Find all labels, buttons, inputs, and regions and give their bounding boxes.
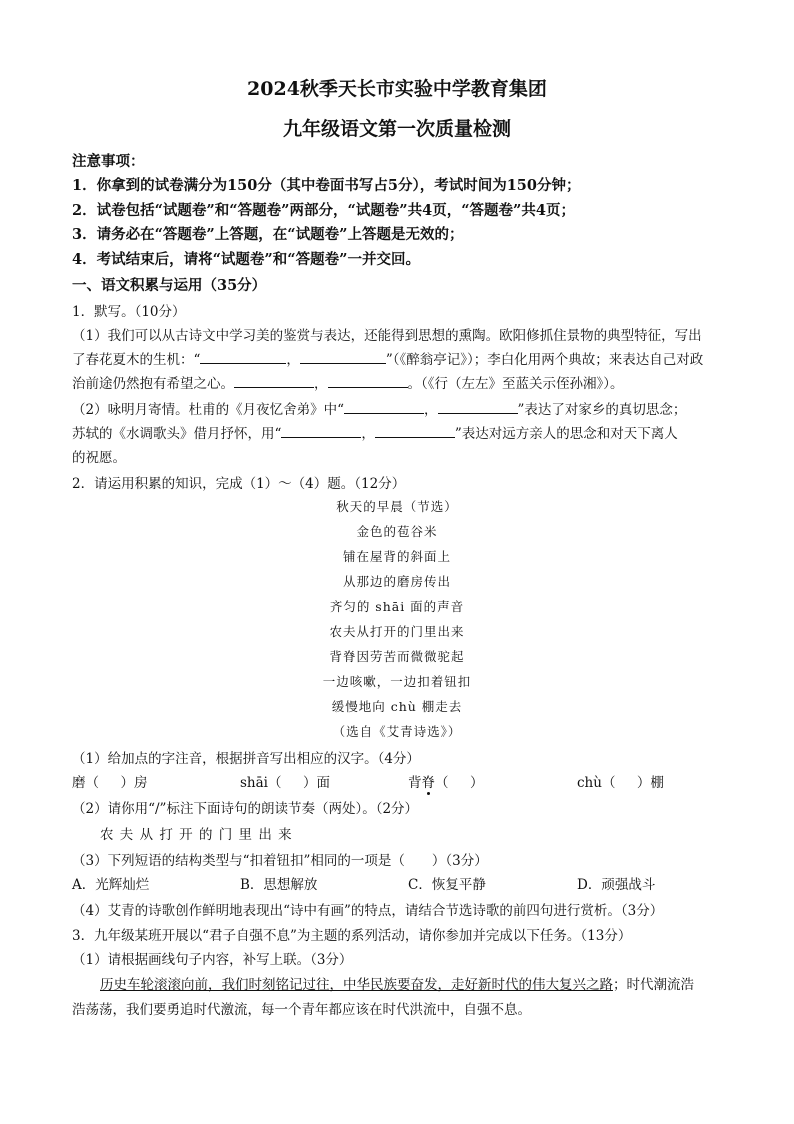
passage-line: 浩荡荡，我们要勇追时代激流，每一个青年都应该在时代洪流中，自强不息。 xyxy=(72,1002,531,1018)
question-title: 3．九年级某班开展以“君子自强不息”为主题的系列活动，请你参加并完成以下任务。（13分） xyxy=(72,928,632,944)
underlined-sentence: 历史车轮滚滚向前，我们时刻铭记过往，中华民族要奋发，走好新时代的伟大复兴之路 xyxy=(100,977,613,993)
poem-line: 背脊因劳苦而微微驼起 xyxy=(329,649,465,664)
subquestion: （4）艾青的诗歌创作鲜明地表现出“诗中有画”的特点，请结合节选诗歌的前四句进行赏析。（3分） xyxy=(72,903,664,919)
notice-item: 3．请务必在“答题卷”上答题，在“试题卷”上答题是无效的； xyxy=(72,226,464,243)
option-b[interactable]: B．思想解放 xyxy=(240,877,318,893)
question-text: （2）咏明月寄情。杜甫的《月夜忆舍弟》中“ ， ”表达了对家乡的真切思念； xyxy=(72,402,687,418)
answer-blank[interactable] xyxy=(375,425,455,438)
answer-blank[interactable] xyxy=(300,351,386,364)
question-title: 1．默写。（10分） xyxy=(72,304,186,320)
answer-slot[interactable]: chù（ ）棚 xyxy=(577,775,664,791)
subquestion: （1）给加点的字注音，根据拼音写出相应的汉字。（4分） xyxy=(72,751,420,767)
notice-heading: 注意事项： xyxy=(72,153,145,170)
exam-subtitle: 九年级语文第一次质量检测 xyxy=(282,118,511,140)
answer-slot[interactable]: 背脊（ ） xyxy=(408,775,484,791)
option-a[interactable]: A．光辉灿烂 xyxy=(72,877,150,893)
passage-line: 历史车轮滚滚向前，我们时刻铭记过往，中华民族要奋发，走好新时代的伟大复兴之路；时代潮流浩 xyxy=(100,977,694,993)
section-heading: 一、语文积累与运用（35分） xyxy=(72,277,267,294)
poem-line: 金色的苞谷米 xyxy=(356,524,438,539)
subquestion: （2）请你用“/”标注下面诗句的朗读节奏（两处）。（2分） xyxy=(72,801,419,817)
poem-line: 农夫从打开的门里出来 xyxy=(329,624,465,639)
poem-line: 缓慢地向 chù 棚走去 xyxy=(331,699,463,714)
notice-item: 4．考试结束后，请将“试题卷”和“答题卷”一并交回。 xyxy=(72,251,420,268)
poem-title: 秋天的早晨（节选） xyxy=(336,499,458,514)
question-text: 的祝愿。 xyxy=(72,450,126,466)
question-text: （1）我们可以从古诗文中学习美的鉴赏与表达，还能得到思想的熏陶。欧阳修抓住景物的典型特征，写出 xyxy=(72,328,702,344)
question-text: 治前途仍然抱有希望之心。 ， 。（《行（左左》至蓝关示侄孙湘》）。 xyxy=(72,376,624,392)
poem-source: （选自《艾青诗选》） xyxy=(332,724,462,739)
exam-title: 2024秋季天长市实验中学教育集团 xyxy=(247,78,547,100)
notice-item: 1．你拿到的试卷满分为150分（其中卷面书写占5分），考试时间为150分钟； xyxy=(72,177,581,194)
rhythm-line[interactable]: 农 夫 从 打 开 的 门 里 出 来 xyxy=(100,827,293,843)
answer-slot[interactable]: shāi（ ）面 xyxy=(240,775,330,791)
option-d[interactable]: D．顽强战斗 xyxy=(577,877,656,893)
poem-line: 从那边的磨房传出 xyxy=(342,574,451,589)
poem-line: 铺在屋背的斜面上 xyxy=(342,549,451,564)
notice-item: 2．试卷包括“试题卷”和“答题卷”两部分，“试题卷”共4页，“答题卷”共4页； xyxy=(72,202,575,219)
poem-line: 齐匀的 shāi 面的声音 xyxy=(329,599,465,614)
subquestion: （3）下列短语的结构类型与“扣着钮扣”相同的一项是（ ）（3分） xyxy=(72,853,488,869)
question-title: 2．请运用积累的知识，完成（1）～（4）题。（12分） xyxy=(72,476,406,492)
emphasis-dot-char: 脊 xyxy=(421,775,435,791)
answer-blank[interactable] xyxy=(200,351,286,364)
answer-blank[interactable] xyxy=(438,401,518,414)
answer-blank[interactable] xyxy=(234,375,314,388)
answer-blank[interactable] xyxy=(328,375,408,388)
answer-blank[interactable] xyxy=(344,401,424,414)
option-c[interactable]: C．恢复平静 xyxy=(408,877,486,893)
question-text: 了春花夏木的生机：“ ， ”（《醉翁亭记》）；李白化用两个典故；来表达自己对政 xyxy=(72,352,704,368)
answer-slot[interactable]: 磨（ ）房 xyxy=(72,775,148,791)
poem-line: 一边咳嗽，一边扣着钮扣 xyxy=(322,674,472,689)
question-text: 苏轼的《水调歌头》借月抒怀，用“ ， ”表达对远方亲人的思念和对天下离人 xyxy=(72,426,678,442)
answer-blank[interactable] xyxy=(281,425,361,438)
subquestion: （1）请根据画线句子内容，补写上联。（3分） xyxy=(72,952,353,968)
